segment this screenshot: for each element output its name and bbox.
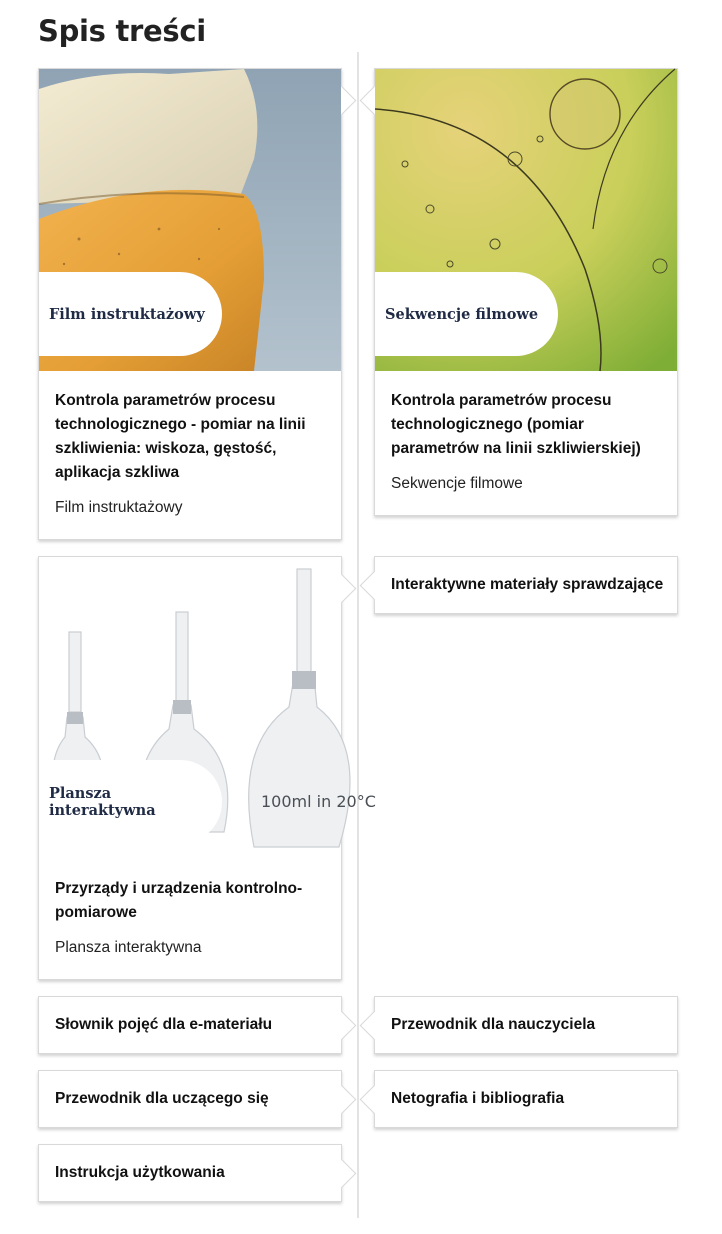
card-type: Plansza interaktywna: [55, 939, 202, 956]
card-title: Przewodnik dla nauczyciela: [375, 997, 677, 1053]
card-title: Słownik pojęć dla e-materiału: [39, 997, 341, 1053]
toc-card-student-guide[interactable]: [38, 1070, 342, 1128]
sequences-thumbnail-image: [375, 69, 677, 371]
svg-text:100ml in 20°C: 100ml in 20°C: [261, 792, 376, 811]
toc-card-glossary[interactable]: [38, 996, 342, 1054]
card-type: Film instruktażowy: [55, 499, 183, 516]
toc-card-quiz[interactable]: [374, 556, 678, 614]
card-title: Interaktywne materiały sprawdzające: [375, 557, 677, 613]
toc-card-film[interactable]: [38, 68, 342, 540]
badge-sequences: Sekwencje filmowe: [375, 272, 558, 356]
film-thumbnail-image: [39, 69, 341, 371]
page-title: Spis treści: [38, 14, 206, 48]
board-thumbnail-image: [39, 557, 376, 859]
card-title: Przyrządy i urządzenia kontrolno-pomiarowe: [55, 880, 303, 921]
toc-card-teacher-guide[interactable]: [374, 996, 678, 1054]
toc-card-bibliography[interactable]: [374, 1070, 678, 1128]
timeline-line: [357, 52, 359, 1218]
toc-card-sequences[interactable]: [374, 68, 678, 516]
card-title: Kontrola parametrów procesu technologicznego (pomiar parametrów na linii szkliwierskiej): [391, 392, 641, 457]
card-title: Przewodnik dla uczącego się: [39, 1071, 341, 1127]
card-title: Kontrola parametrów procesu technologicznego - pomiar na linii szkliwienia: wiskoza, gęstość, aplikacja szkliwa: [55, 392, 306, 481]
card-type: Sekwencje filmowe: [391, 475, 523, 492]
card-title: Netografia i bibliografia: [375, 1071, 677, 1127]
badge-film: Film instruktażowy: [39, 272, 222, 356]
card-title: Instrukcja użytkowania: [39, 1145, 341, 1201]
toc-card-instructions[interactable]: [38, 1144, 342, 1202]
badge-board: Plansza interaktywna: [39, 760, 222, 844]
toc-card-board[interactable]: [38, 556, 376, 980]
